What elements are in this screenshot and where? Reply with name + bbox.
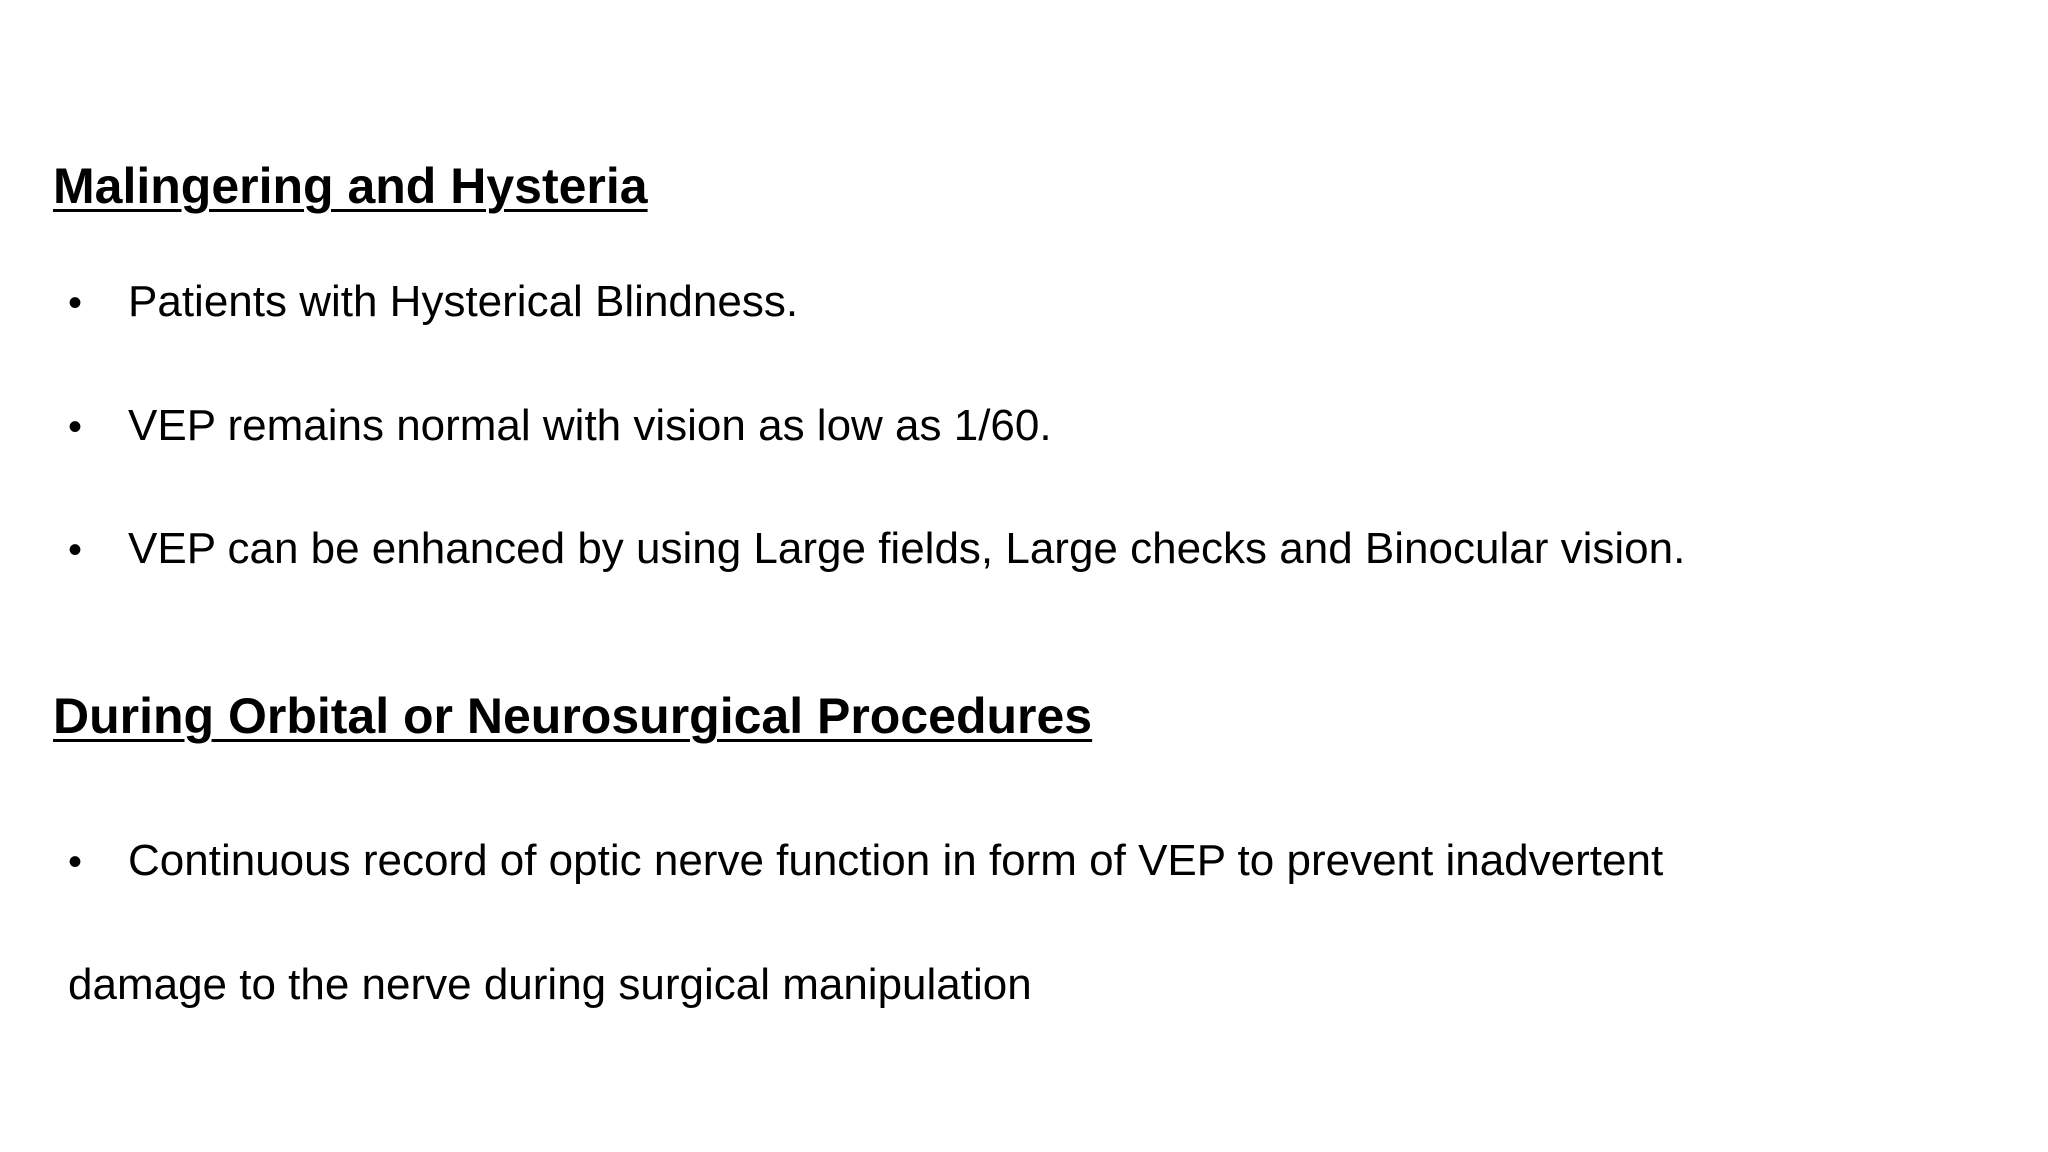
bullet-text: Patients with Hysterical Blindness. xyxy=(128,277,799,326)
bullet-item xyxy=(68,276,798,329)
section-heading-procedures: During Orbital or Neurosurgical Procedures xyxy=(53,688,1093,744)
bullet-item xyxy=(68,523,1685,576)
bullet-continuation-text: damage to the nerve during surgical manipulation xyxy=(68,960,1032,1009)
section-heading-malingering: Malingering and Hysteria xyxy=(53,158,648,214)
bullet-dot-icon: • xyxy=(68,281,83,325)
bullet-dot-icon: • xyxy=(68,405,83,449)
bullet-dot-icon: • xyxy=(68,840,83,884)
bullet-text: Continuous record of optic nerve function in form of VEP to prevent inadvertent xyxy=(128,836,1664,885)
bullet-dot-icon: • xyxy=(68,528,83,572)
bullet-text: VEP remains normal with vision as low as 1/60. xyxy=(128,401,1052,450)
bullet-item xyxy=(68,400,1052,453)
bullet-text: VEP can be enhanced by using Large fields, Large checks and Binocular vision. xyxy=(128,524,1686,573)
bullet-item xyxy=(68,835,1663,888)
